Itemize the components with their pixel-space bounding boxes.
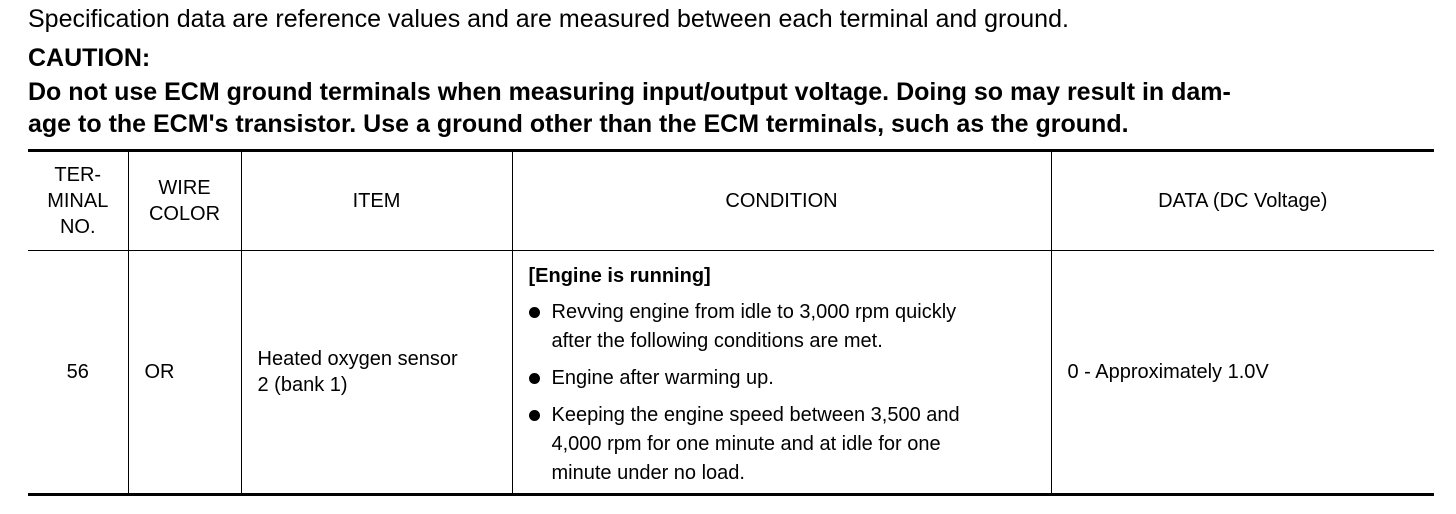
caution-title: CAUTION: [28, 44, 151, 72]
header-condition: CONDITION [512, 151, 1051, 251]
item-cell: Heated oxygen sensor 2 (bank 1) [241, 251, 512, 495]
header-terminal-no: TER- MINAL NO. [28, 151, 128, 251]
header-wire-color: WIRE COLOR [128, 151, 241, 251]
data-voltage-cell: 0 - Approximately 1.0V [1051, 251, 1434, 495]
intro-text: Specification data are reference values and are measured between each terminal and ground. [28, 5, 1069, 33]
bullet-icon [529, 373, 540, 384]
caution-body [28, 76, 1231, 140]
bullet-icon [529, 307, 540, 318]
wire-color-cell: OR [128, 251, 241, 495]
terminal-no-cell: 56 [66, 360, 89, 383]
bullet-icon [529, 410, 540, 421]
condition-item: Engine after warming up. [529, 364, 1041, 393]
condition-list [529, 298, 1041, 488]
condition-item: Keeping the engine speed between 3,500 and 4,000 rpm for one minute and at idle for one minute under no load. [529, 401, 1041, 488]
header-item: ITEM [241, 151, 512, 251]
condition-heading: [Engine is running] [528, 265, 711, 287]
condition-cell [512, 251, 1051, 495]
caution-line: Do not use ECM ground terminals when measuring input/output voltage. Doing so may result in dam- [28, 78, 1231, 106]
header-data: DATA (DC Voltage) [1051, 151, 1434, 251]
table-row [28, 251, 1434, 495]
terminal-spec-table [28, 149, 1434, 496]
caution-line: age to the ECM's transistor. Use a ground other than the ECM terminals, such as the ground. [28, 110, 1129, 138]
table-header-row [28, 151, 1434, 251]
condition-item: Revving engine from idle to 3,000 rpm quickly after the following conditions are met. [529, 298, 1041, 356]
